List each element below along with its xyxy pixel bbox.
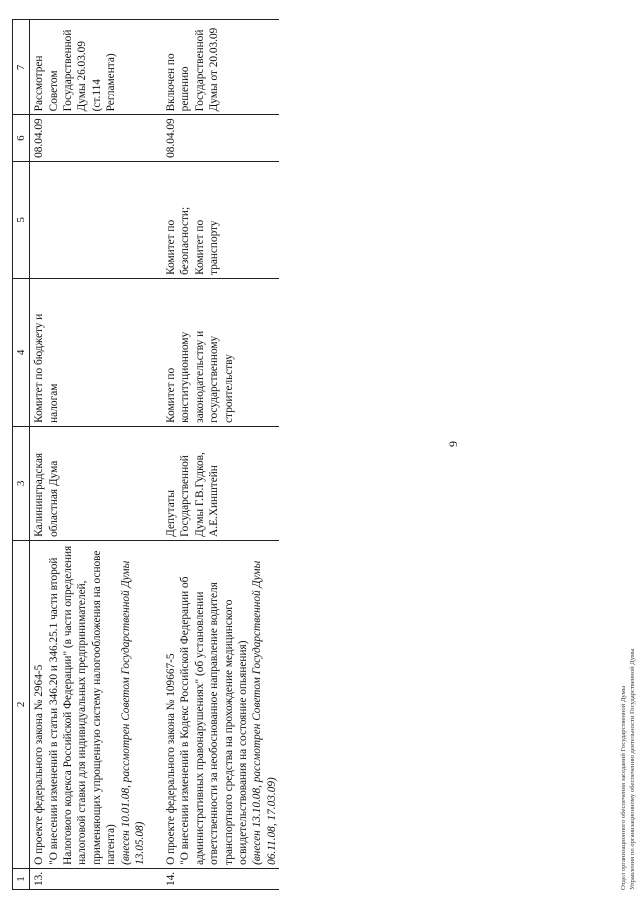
column-header-row bbox=[13, 20, 30, 890]
status-cell: Рассмотрен Советом Государственной Думы 26.03.09 (ст.114 Регламента) bbox=[30, 20, 162, 115]
bill-description-cell bbox=[30, 540, 162, 868]
table-row bbox=[30, 20, 162, 890]
footer-line: Отдел организационного обеспечения заседаний Государственной Думы bbox=[620, 685, 627, 890]
committee-cell: Комитет по бюджету и налогам bbox=[30, 278, 162, 426]
column-header: 7 bbox=[13, 20, 30, 115]
author-cell: Депутаты Государственной Думы Г.В.Гудков, А.Е.Хинштейн bbox=[162, 426, 280, 540]
agenda-table bbox=[12, 19, 279, 890]
footer-line: Управления по организационному обеспечению деятельности Государственной Думы bbox=[629, 648, 636, 890]
bill-body: "О внесении изменений в статьи 346.20 и 346.25.1 части второй Налогового кодекса Российской Федерации" (в части определения налоговой ставки для индивидуальных предпринимателей, применяющих упрощенную систему налогообложения на основе патента) bbox=[47, 545, 118, 865]
column-header: 6 bbox=[13, 115, 30, 162]
table-row bbox=[162, 20, 280, 890]
status-cell: Включен по решению Государственной Думы от 20.03.09 bbox=[162, 20, 280, 115]
author-cell: Калининградская областная Дума bbox=[30, 426, 162, 540]
bill-title: О проекте федерального закона № 109667-5 bbox=[164, 653, 177, 865]
bill-description-cell bbox=[162, 540, 280, 868]
column-header: 5 bbox=[13, 161, 30, 278]
column-header: 3 bbox=[13, 426, 30, 540]
bill-note: (внесен 13.10.08, рассмотрен Советом Государственной Думы 06.11.08, 17.03.09) bbox=[251, 560, 278, 865]
row-number: 14. bbox=[162, 868, 280, 889]
column-header: 1 bbox=[13, 868, 30, 889]
column-header: 2 bbox=[13, 540, 30, 868]
bill-title: О проекте федерального закона № 2964-5 bbox=[33, 664, 46, 865]
row-number: 13. bbox=[30, 868, 162, 889]
bill-note: (внесен 10.01.08, рассмотрен Советом Государственной Думы 13.05.08) bbox=[119, 560, 147, 865]
date-cell: 08.04.09 bbox=[30, 115, 162, 162]
co-committee-cell bbox=[30, 161, 162, 278]
date-cell: 08.04.09 bbox=[162, 115, 280, 162]
committee-cell: Комитет по конституционному законодательству и государственному строительству bbox=[162, 278, 280, 426]
column-header: 4 bbox=[13, 278, 30, 426]
co-committee-cell: Комитет по безопасности; Комитет по транспорту bbox=[162, 161, 280, 278]
bill-body: "О внесении изменений в Кодекс Российской Федерации об административных правонарушениях" (об установлении ответственности за необоснованное направление водителя транспортного средства на прохождение медицинского освидетельствования на состояние опьянения) bbox=[179, 576, 249, 865]
page-number: 9 bbox=[446, 441, 460, 447]
